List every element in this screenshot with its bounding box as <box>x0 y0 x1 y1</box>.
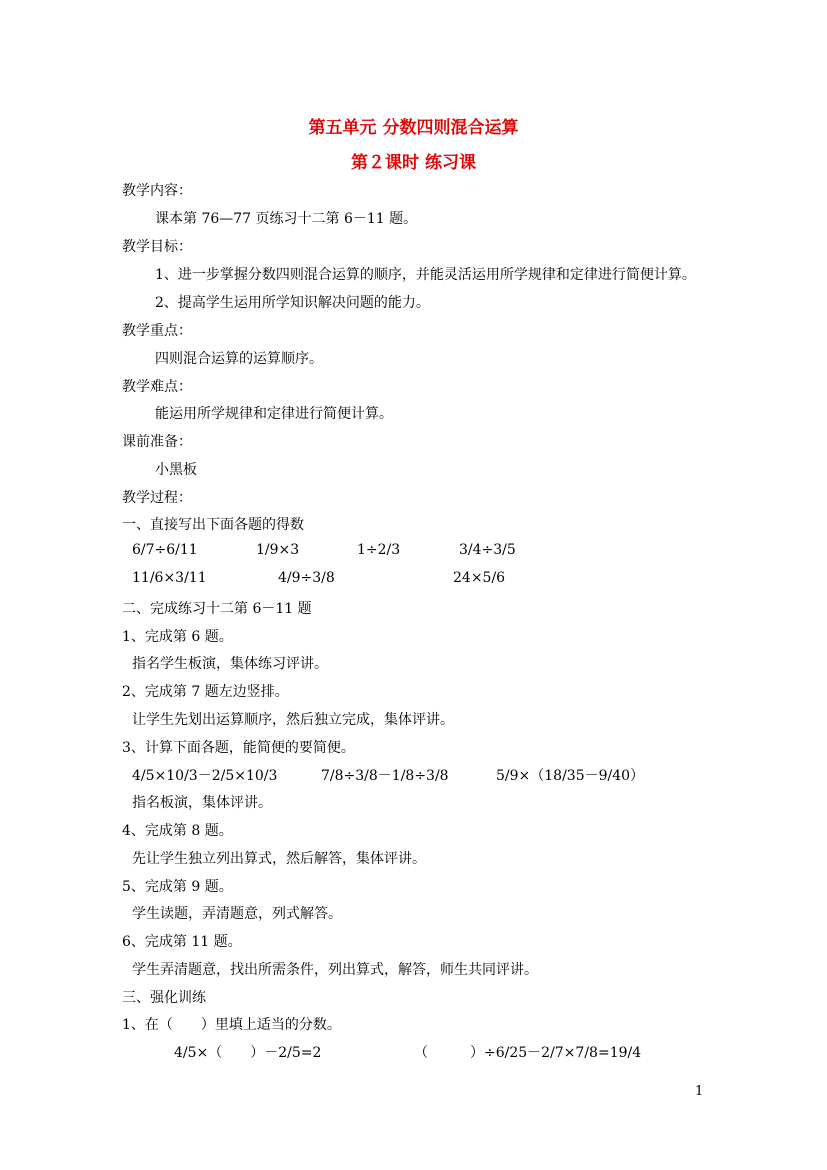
paragraph: 小黑板 <box>155 462 197 478</box>
section-heading: 课前准备： <box>122 434 192 450</box>
section-heading: 三、强化训练 <box>122 990 206 1006</box>
paragraph: 3、计算下面各题，能简便的要简便。 <box>122 740 355 756</box>
paragraph: 让学生先划出运算顺序，然后独立完成，集体评讲。 <box>132 712 454 728</box>
paragraph: 1、完成第 6 题。 <box>122 629 233 645</box>
section-heading: 教学重点： <box>122 323 192 339</box>
section-heading: 教学目标： <box>122 239 192 255</box>
section-heading: 二、完成练习十二第 6－11 题 <box>122 601 312 617</box>
oral-exercise: 11/6×3/11 <box>132 570 207 586</box>
calc-exercise: 4/5×10/3－2/5×10/3 <box>132 768 278 784</box>
paragraph: 学生弄清题意，找出所需条件，列出算式，解答，师生共同评讲。 <box>132 962 538 978</box>
oral-exercise: 1÷2/3 <box>357 542 401 558</box>
section-heading: 一、直接写出下面各题的得数 <box>122 517 304 533</box>
fill-exercise: 4/5×（ ）－2/5=2 <box>174 1045 322 1061</box>
paragraph: 1、进一步掌握分数四则混合运算的顺序，并能灵活运用所学规律和定律进行简便计算。 <box>155 267 696 283</box>
paragraph: 2、提高学生运用所学知识解决问题的能力。 <box>155 295 430 311</box>
oral-exercise: 24×5/6 <box>453 570 506 586</box>
section-heading: 教学过程： <box>122 490 192 506</box>
calc-exercise: 5/9×（18/35－9/40） <box>496 768 645 784</box>
paragraph: 能运用所学规律和定律进行简便计算。 <box>155 406 393 422</box>
section-heading: 教学难点： <box>122 379 192 395</box>
paragraph: 6、完成第 11 题。 <box>122 934 242 950</box>
paragraph: 2、完成第 7 题左边竖排。 <box>122 684 289 700</box>
paragraph: 指名板演，集体评讲。 <box>132 795 272 811</box>
section-heading: 教学内容： <box>122 183 192 199</box>
oral-exercise: 4/9÷3/8 <box>278 570 335 586</box>
paragraph: 1、在（ ）里填上适当的分数。 <box>122 1017 341 1033</box>
paragraph: 先让学生独立列出算式，然后解答，集体评讲。 <box>132 851 426 867</box>
paragraph: 学生读题，弄清题意，列式解答。 <box>132 906 342 922</box>
paragraph: 指名学生板演，集体练习评讲。 <box>132 656 328 672</box>
calc-exercise: 7/8÷3/8－1/8÷3/8 <box>321 768 449 784</box>
paragraph: 课本第 76—77 页练习十二第 6－11 题。 <box>155 211 418 227</box>
page-title: 第五单元 分数四则混合运算 <box>308 118 519 138</box>
oral-exercise: 3/4÷3/5 <box>459 542 516 558</box>
paragraph: 四则混合运算的运算顺序。 <box>155 351 323 367</box>
page-subtitle: 第２课时 练习课 <box>351 153 476 173</box>
page-number: 1 <box>695 1084 704 1099</box>
paragraph: 5、完成第 9 题。 <box>122 879 233 895</box>
oral-exercise: 1/9×3 <box>256 542 300 558</box>
oral-exercise: 6/7÷6/11 <box>132 542 198 558</box>
paragraph: 4、完成第 8 题。 <box>122 823 233 839</box>
fill-exercise: （ ）÷6/25－2/7×7/8=19/4 <box>414 1045 642 1061</box>
